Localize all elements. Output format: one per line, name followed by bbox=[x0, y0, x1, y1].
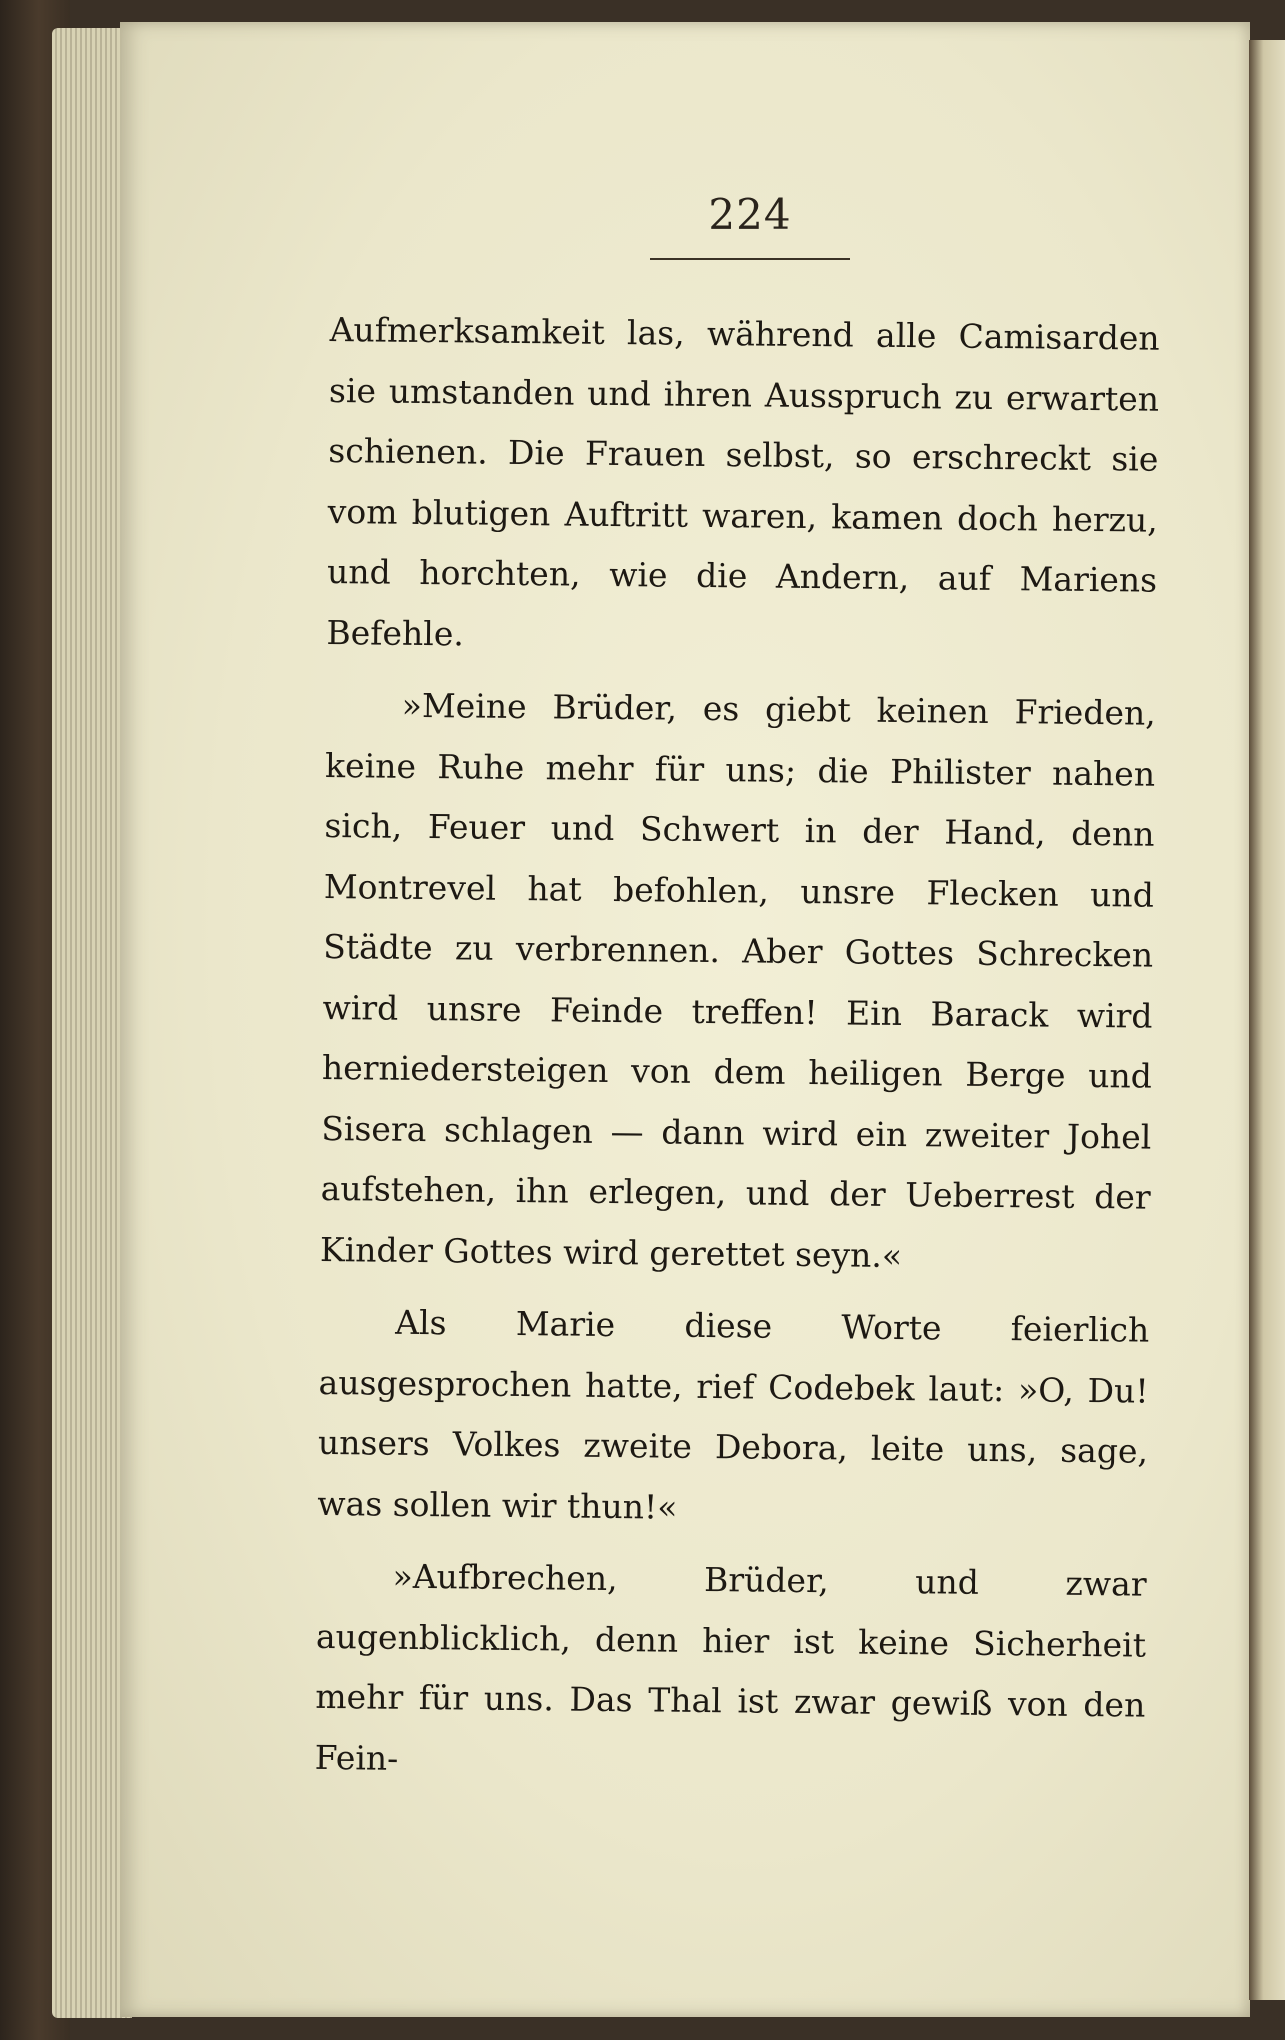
paragraph: Aufmerksamkeit las, während alle Camisarden sie umstanden und ihren Ausspruch zu erwarten schienen. Die Frauen selbst, so erschreckt sie vom blutigen Auftritt waren, kamen doch herzu, und horchten, wie die Andern, auf Mariens Befehle. bbox=[326, 309, 1160, 653]
page-number: 224 bbox=[708, 190, 792, 239]
facing-page-edge bbox=[1249, 40, 1285, 2000]
paragraph: »Aufbrechen, Brüder, und zwar augenblicklich, denn hier ist keine Sicherheit mehr für uns. Das Thal ist zwar gewiß von den Fein- bbox=[314, 1556, 1147, 1778]
page-body-text bbox=[314, 300, 1160, 1797]
header-rule bbox=[650, 258, 850, 260]
paragraph: Als Marie diese Worte feierlich ausgesprochen hatte, rief Codebek laut: »O, Du! unsers Volkes zweite Debora, leite uns, sage, was sollen wir thun!« bbox=[317, 1302, 1150, 1527]
paragraph: »Meine Brüder, es giebt keinen Frieden, keine Ruhe mehr für uns; die Philister nahen sich, Feuer und Schwert in der Hand, denn Montrevel hat befohlen, unsre Flecken und Städte zu verbrennen. Aber Gottes Schrecken wird unsre Feinde treffen! Ein Barack wird herniedersteigen von dem heiligen Berge und Sisera schlagen — dann wird ein zweiter Johel aufstehen, ihn erlegen, und der Ueberrest der Kinder Gottes wird gerettet seyn.« bbox=[319, 685, 1156, 1275]
